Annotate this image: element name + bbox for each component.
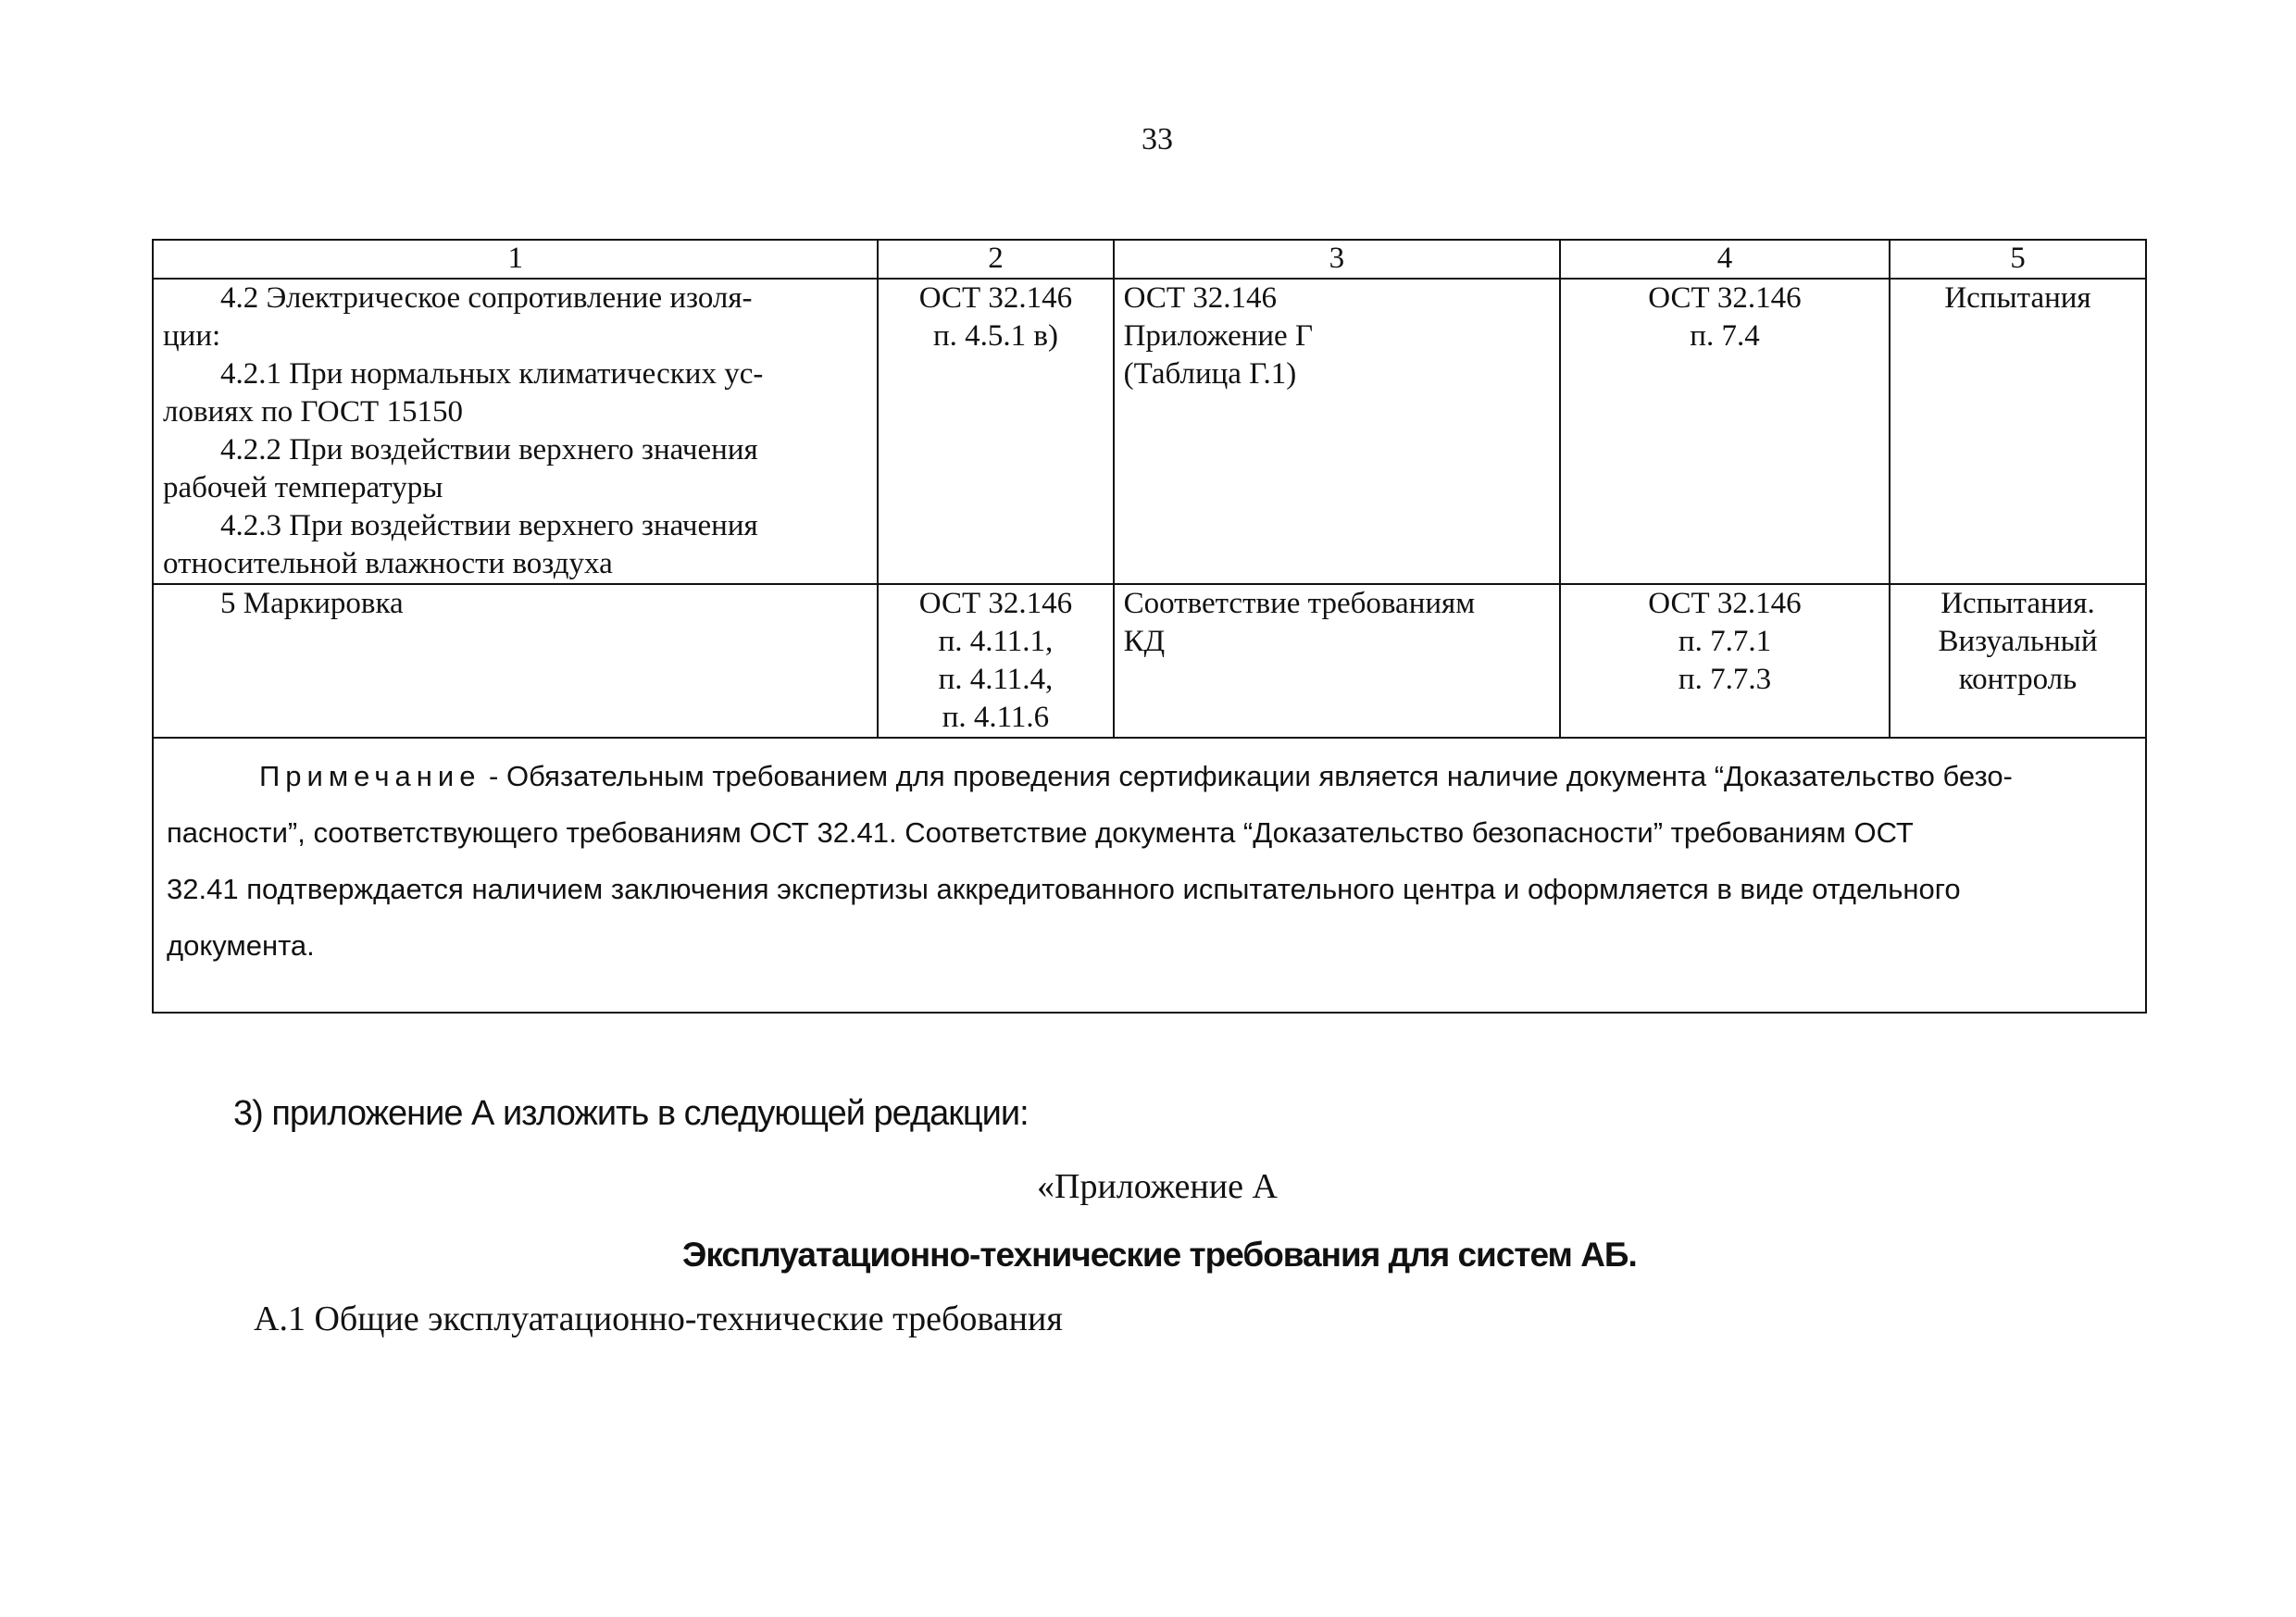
row1-col3-line: (Таблица Г.1) (1123, 357, 1297, 391)
appendix-title: «Приложение А (1037, 1167, 1278, 1206)
row1-col1-line: 4.2.2 При воздействии верхнего значения (220, 433, 758, 466)
note-line: - Обязательным требованием для проведения сертификации является наличие документа “Доказательство безо- (480, 760, 2013, 792)
row1-col1-line: ции: (163, 319, 221, 353)
row1-method-cell (1560, 279, 1890, 584)
row1-col1-line: 4.2.3 При воздействии верхнего значения (220, 509, 758, 542)
note-line: документа. (167, 929, 315, 962)
row2-method-cell (1560, 584, 1890, 738)
row2-col5-line: контроль (1958, 663, 2078, 696)
row1-col1-line: относительной влажности воздуха (163, 547, 613, 580)
row1-col1-line: 4.2 Электрическое сопротивление изоля- (220, 281, 753, 315)
table-note-row (153, 738, 2146, 1013)
row2-col2-line: п. 4.11.4, (938, 663, 1054, 696)
row1-col5-line: Испытания (1944, 281, 2091, 315)
row2-col3-line: КД (1123, 625, 1166, 658)
row1-col4-line: п. 7.4 (1690, 319, 1760, 353)
row1-norm-cell (1114, 279, 1560, 584)
row2-check-cell (1890, 584, 2146, 738)
row2-col5-line: Визуальный (1938, 625, 2098, 658)
row1-col3-line: ОСТ 32.146 (1123, 281, 1277, 315)
row2-col1-line: 5 Маркировка (220, 587, 404, 620)
section-title: А.1 Общие эксплуатационно-технические требования (254, 1300, 1063, 1338)
row2-col4-line: ОСТ 32.146 (1648, 587, 1802, 620)
row2-col3-line: Соответствие требованиям (1123, 587, 1476, 620)
row1-standard-cell (878, 279, 1113, 584)
row2-standard-cell (878, 584, 1113, 738)
appendix-heading: Эксплуатационно-технические требования для систем АБ. (682, 1236, 1637, 1274)
intro-paragraph: 3) приложение А изложить в следующей редакции: (233, 1094, 1029, 1133)
header-col-4: 4 (1560, 240, 1890, 279)
row1-col1-line: ловиях по ГОСТ 15150 (163, 395, 463, 429)
header-col-5: 5 (1890, 240, 2146, 279)
row1-col3-line: Приложение Г (1123, 319, 1314, 353)
page-number: 33 (1142, 122, 1173, 156)
row1-col1-line: рабочей температуры (163, 471, 443, 504)
header-col-1: 1 (153, 240, 878, 279)
row1-col1-line: 4.2.1 При нормальных климатических ус- (220, 357, 764, 391)
row1-requirement-cell (153, 279, 878, 584)
note-cell (153, 738, 2146, 1013)
row2-col5-line: Испытания. (1940, 587, 2095, 620)
note-first-line (167, 748, 2132, 804)
header-col-2: 2 (878, 240, 1113, 279)
row2-requirement-cell (153, 584, 878, 738)
table-row (153, 584, 2146, 738)
row1-check-cell (1890, 279, 2146, 584)
row2-col2-line: ОСТ 32.146 (918, 587, 1073, 620)
header-col-3: 3 (1114, 240, 1560, 279)
note-line: 32.41 подтверждается наличием заключения экспертизы аккредитованного испытательного центра и оформляется в виде отдельного (167, 873, 1961, 905)
table-row (153, 279, 2146, 584)
row2-norm-cell (1114, 584, 1560, 738)
row1-col2-line: ОСТ 32.146 (918, 281, 1073, 315)
note-line: пасности”, соответствующего требованиям ОСТ 32.41. Соответствие документа “Доказательство безопасности” требованиям ОСТ (167, 816, 1914, 849)
row2-col4-line: п. 7.7.1 (1678, 625, 1772, 658)
table-header-row (153, 240, 2146, 279)
requirements-table (152, 239, 2147, 1014)
row1-col2-line: п. 4.5.1 в) (932, 319, 1058, 353)
row2-col2-line: п. 4.11.6 (942, 701, 1050, 734)
row2-col4-line: п. 7.7.3 (1678, 663, 1772, 696)
note-label: Примечание (259, 760, 481, 792)
row1-col4-line: ОСТ 32.146 (1648, 281, 1802, 315)
row2-col2-line: п. 4.11.1, (938, 625, 1054, 658)
